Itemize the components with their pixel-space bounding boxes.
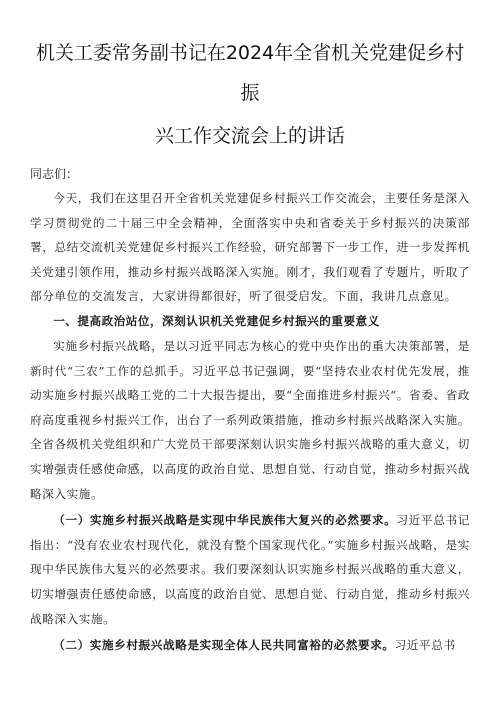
- intro-paragraph: 今天，我们在这里召开全省机关党建促乡村振兴工作交流会，主要任务是深入学习贯彻党的二十届三中全会精神，全面落实中央和省委关于乡村振兴的决策部署，总结交流机关党建促乡村振兴工作经验，研究部署下一步工作，进一步发挥机关党建引领作用，推动乡村振兴战略深入实施。刚才，我们观看了专题片，听取了部分单位的交流发言，大家讲得都很好，听了很受启发。下面，我讲几点意见。: [30, 191, 470, 304]
- document-title-line-2: 兴工作交流会上的讲话: [154, 125, 345, 147]
- subsection-1-body: 习近平总书记指出：“没有农业农村现代化，就没有整个国家现代化。”实施乡村振兴战略，是实现中华民族伟大复兴的必然要求。我们要深刻认识实施乡村振兴战略的重大意义，切实增强责任感使命感，以高度的政治自觉、思想自觉、行动自觉，推动乡村振兴战略深入实施。: [30, 513, 470, 626]
- subsection-1-paragraph: [30, 508, 470, 631]
- subsection-1-heading: （一）实施乡村振兴战略是实现中华民族伟大复兴的必然要求。: [53, 513, 397, 528]
- document-title-line-1: 机关工委常务副书记在2024年全省机关党建促乡村振: [35, 42, 465, 104]
- subsection-2-paragraph: [30, 633, 470, 658]
- subsection-2-body: 习近平总书: [394, 638, 456, 653]
- salutation: 同志们：: [30, 167, 79, 181]
- subsection-2-heading: （二）实施乡村振兴战略是实现全体人民共同富裕的必然要求。: [53, 638, 395, 653]
- section-1-paragraph: 实施乡村振兴战略，是以习近平同志为核心的党中央作出的重大决策部署，是新时代“三农”工作的总抓手。习近平总书记强调，要“坚持农业农村优先发展，推动实施乡村振兴战略工党的二十大报告提出，要“全面推进乡村振兴“。省委、省政府高度重视乡村振兴工作，出台了一系列政策措施，推动乡村振兴战略深入实施。全省各级机关党组织和广大党员干部要深刻认识实施乡村振兴战略的重大意义，切实增强责任感使命感，以高度的政治自觉、思想自觉、行动自觉，推动乡村振兴战略深入实施。: [30, 338, 470, 501]
- section-1-heading: 一、提高政治站位，深刻认识机关党建促乡村振兴的重要意义: [53, 313, 380, 328]
